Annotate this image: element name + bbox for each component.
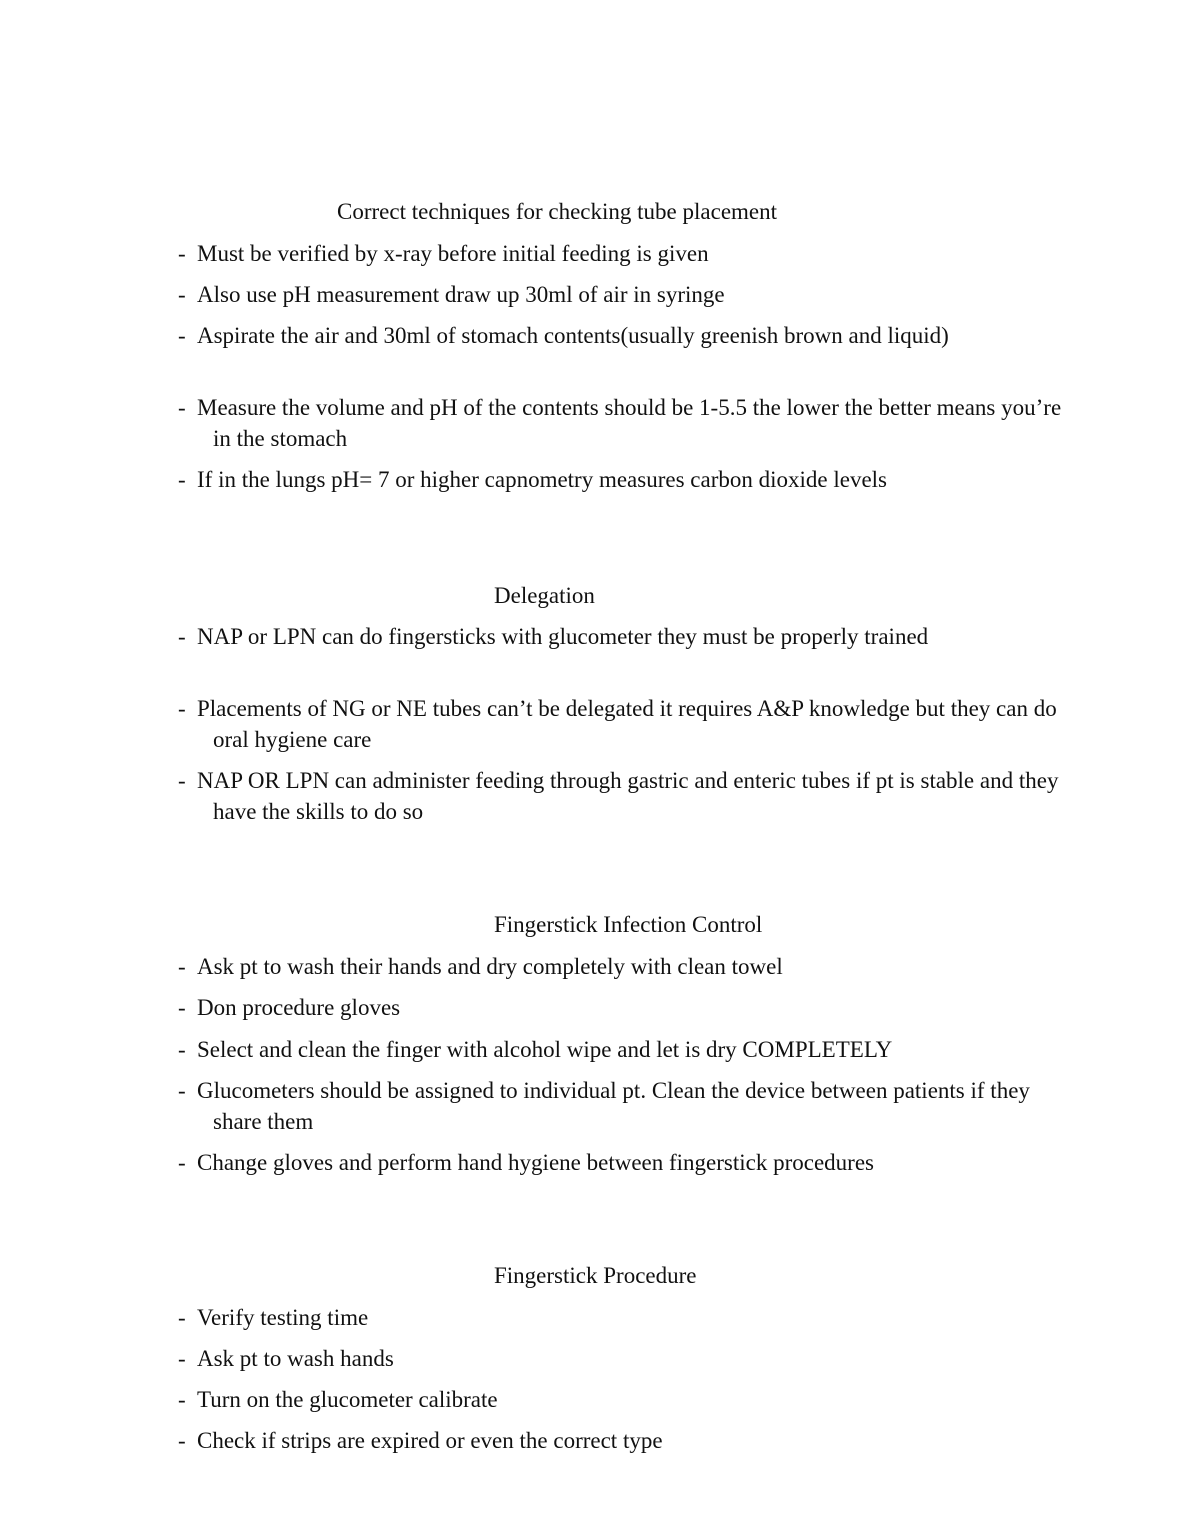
list-item: [178, 951, 1068, 982]
list-item-text: If in the lungs pH= 7 or higher capnometry measures carbon dioxide levels: [197, 467, 887, 492]
section-heading: Fingerstick Infection Control: [494, 912, 763, 937]
list-item: [178, 1384, 1068, 1415]
bullet-dash: -: [178, 1150, 186, 1175]
bullet-dash: -: [178, 467, 186, 492]
list-item-text: Must be verified by x-ray before initial feeding is given: [197, 241, 709, 266]
bullet-dash: -: [178, 954, 186, 979]
list-item: [178, 392, 1068, 454]
bullet-dash: -: [178, 395, 186, 420]
list-item-text: Measure the volume and pH of the contents should be 1-5.5 the lower the better means you’re in the stomach: [197, 395, 1062, 451]
list-item-text: Check if strips are expired or even the correct type: [197, 1428, 663, 1453]
list-item-text: Glucometers should be assigned to individual pt. Clean the device between patients if they share them: [197, 1078, 1030, 1134]
list-item-text: Also use pH measurement draw up 30ml of air in syringe: [197, 282, 725, 307]
list-item-text: Change gloves and perform hand hygiene between fingerstick procedures: [197, 1150, 874, 1175]
bullet-dash: -: [178, 1387, 186, 1412]
list-item-text: Select and clean the finger with alcohol wipe and let is dry COMPLETELY: [197, 1037, 893, 1062]
list-item-text: NAP or LPN can do fingersticks with glucometer they must be properly trained: [197, 624, 929, 649]
list-item: [178, 1343, 1068, 1374]
bullet-dash: -: [178, 768, 186, 793]
bullet-dash: -: [178, 1428, 186, 1453]
list-item: [178, 765, 1068, 827]
bullet-dash: -: [178, 282, 186, 307]
bullet-dash: -: [178, 323, 186, 348]
bullet-dash: -: [178, 241, 186, 266]
list-item: [178, 1425, 1068, 1456]
list-item: [178, 279, 1068, 310]
bullet-dash: -: [178, 1305, 186, 1330]
list-item-text: NAP OR LPN can administer feeding through gastric and enteric tubes if pt is stable and they have the skills to do so: [197, 768, 1059, 824]
list-item: [178, 1147, 1068, 1178]
bullet-dash: -: [178, 696, 186, 721]
list-item: [178, 992, 1068, 1023]
bullet-dash: -: [178, 1037, 186, 1062]
list-item: [178, 621, 1068, 652]
list-item: [178, 693, 1068, 755]
list-item: [178, 1075, 1068, 1137]
list-item: [178, 320, 1068, 351]
bullet-dash: -: [178, 1346, 186, 1371]
list-item-text: Turn on the glucometer calibrate: [197, 1387, 498, 1412]
list-item-text: Ask pt to wash hands: [197, 1346, 394, 1371]
bullet-dash: -: [178, 624, 186, 649]
list-item-text: Aspirate the air and 30ml of stomach contents(usually greenish brown and liquid): [197, 323, 949, 348]
list-item: [178, 238, 1068, 269]
list-item: [178, 1302, 1068, 1333]
bullet-dash: -: [178, 1078, 186, 1103]
list-item-text: Verify testing time: [197, 1305, 369, 1330]
list-item: [178, 464, 1068, 495]
bullet-dash: -: [178, 995, 186, 1020]
list-item-text: Placements of NG or NE tubes can’t be delegated it requires A&P knowledge but they can do oral hygiene care: [197, 696, 1057, 752]
list-item: [178, 1034, 1068, 1065]
section-heading: Fingerstick Procedure: [494, 1263, 697, 1288]
section-heading: Delegation: [494, 583, 595, 608]
list-item-text: Ask pt to wash their hands and dry completely with clean towel: [197, 954, 783, 979]
list-item-text: Don procedure gloves: [197, 995, 401, 1020]
section-heading: Correct techniques for checking tube placement: [337, 199, 778, 224]
